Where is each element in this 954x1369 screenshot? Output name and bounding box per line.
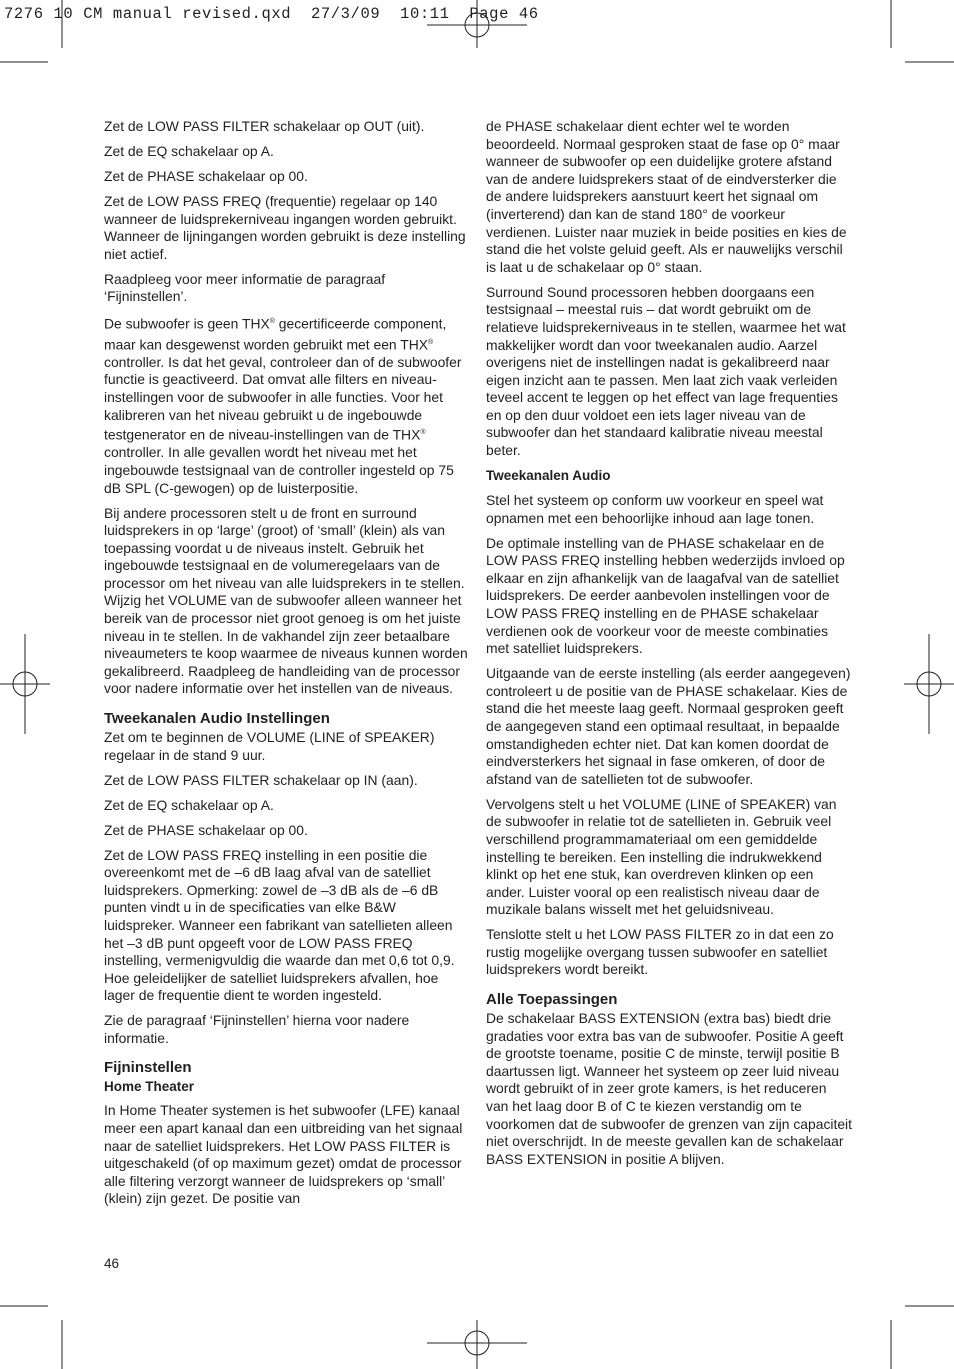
paragraph: Vervolgens stelt u het VOLUME (LINE of SPEAKER) van de subwoofer in relatie tot de satellieten in. Gebruik veel verschillend programmamateriaal om een gemiddelde instelling te bereiken. Een instelling die indrukwekkend klinkt op het ene stuk, kan overdreven klinken op een ander. Luister vooral op een realistisch niveau daar de muzikale balans wisselt met het geluidsniveau. xyxy=(486,795,837,918)
paragraph: Raadpleeg voor meer informatie de paragraaf ‘Fijninstellen’. xyxy=(104,270,386,305)
paragraph: Surround Sound processoren hebben doorgaans een testsignaal – meestal ruis – dat wordt gebruikt om de relatieve luidsprekerniveaus in te stellen, waarmee het wat makkelijker wordt dan voor tweekanalen audio. Aarzel overigens niet de instellingen nadat is gekalibreerd naar eigen inzicht aan te passen. Men laat zich vaak verleiden teveel accent te leggen op het effect van lage frequenties en op den duur voldoet een iets lager niveau van de subwoofer dan het standaard kalibratie niveau meestal beter. xyxy=(486,283,846,459)
paragraph: Zet de LOW PASS FREQ instelling in een positie die overeenkomt met de –6 dB laag afval van de satelliet luidsprekers. Opmerking: zowel de –3 dB als de –6 dB punten vindt u in de specificaties van elke B&W luidspreker. Wanneer een fabrikant van satellieten alleen het –3 dB punt opgeeft voor de LOW PASS FREQ instelling, vermenigvuldig die waarde dan met 0,6 tot 0,9. Hoe geleidelijker de satelliet luidsprekers afvallen, hoe lager de frequentie dient te worden ingesteld. xyxy=(104,846,455,1004)
registered-mark: ® xyxy=(428,338,434,346)
right-column xyxy=(486,118,852,1176)
registered-mark: ® xyxy=(269,318,275,326)
heading-all-applications: Alle Toepassingen xyxy=(486,991,618,1009)
paragraph: De schakelaar BASS EXTENSION (extra bas) biedt drie gradaties voor extra bas van de subwoofer. Positie A geeft de grootste toename, positie C de minste, terwijl positie B daartussen ligt. Wanneer het systeem op zeer luid niveau wordt gebruikt of in zeer grote kamers, is het reduceren van het laag door B of C te kiezen verstandig om te voorkomen dat de subwoofer de grenzen van zijn capaciteit niet overschrijdt. In de meeste gevallen kan de schakelaar BASS EXTENSION in positie A blijven. xyxy=(486,1010,853,1167)
paragraph: Uitgaande van de eerste instelling (als eerder aangegeven) controleert u de positie van de PHASE schakelaar. Kies de stand die het meeste laag geeft. Normaal gesproken geeft de aangegeven stand een optimaal resultaat, in bepaalde omstandigheden echter niet. Dat kan komen doordat de eindversterkers het signaal in fase omkeren, of door de afstand van de satellieten tot de subwoofer. xyxy=(486,665,851,787)
subheading-home-theater: Home Theater xyxy=(104,1079,195,1095)
heading-stereo-settings: Tweekanalen Audio Instellingen xyxy=(104,710,330,728)
registration-mark-top xyxy=(427,0,527,48)
registration-mark-left xyxy=(0,634,50,734)
page-number: 46 xyxy=(104,1256,120,1271)
paragraph: Zet de EQ schakelaar op A. xyxy=(104,142,274,159)
paragraph: Tenslotte stelt u het LOW PASS FILTER zo in dat een zo rustig mogelijke overgang tussen subwoofer en satelliet luidsprekers wordt bereikt. xyxy=(486,926,834,978)
print-slug: 7276 10 CM manual revised.qxd 27/3/09 10:11 Page 46 xyxy=(4,5,539,23)
registration-mark-bottom xyxy=(427,1320,527,1369)
heading-fine-tuning: Fijninstellen xyxy=(104,1059,192,1077)
paragraph: Zet de PHASE schakelaar op 00. xyxy=(104,167,308,184)
registered-mark: ® xyxy=(420,429,426,437)
paragraph: De optimale instelling van de PHASE schakelaar en de LOW PASS FREQ instelling hebben wederzijds invloed op elkaar en zijn afhankelijk van de laagafval van de satelliet luidsprekers. De eerder aanbevolen instellingen voor de LOW PASS FREQ instelling en de PHASE schakelaar verdienen ook de voorkeur voor de meeste combinaties met satelliet luidsprekers. xyxy=(486,534,845,657)
paragraph: Stel het systeem op conform uw voorkeur en speel wat opnamen met een behoorlijke inhoud aan lage tonen. xyxy=(486,492,824,526)
paragraph: Zet de PHASE schakelaar op 00. xyxy=(104,821,308,838)
left-column xyxy=(104,118,470,1215)
paragraph: Zet de EQ schakelaar op A. xyxy=(104,796,274,813)
paragraph: Zet de LOW PASS FILTER schakelaar op OUT (uit). xyxy=(104,118,425,134)
paragraph: Bij andere processoren stelt u de front en surround luidsprekers in op ‘large’ (groot) of ‘small’ (klein) als van toepassing voordat u de niveaus instelt. Gebruik het ingebouwde testsignaal en de volumeregelaars van de processor om het niveau van alle luidsprekers in te stellen. Wijzig het VOLUME van de subwoofer alleen wanneer het bereik van de processor niet groot genoeg is om het juiste niveau in te stellen. In de vakhandel zijn zeer betaalbare niveaumeters te koop waarmee de niveaus kunnen worden gekalibreerd. Raadpleeg de handleiding van de processor voor nadere informatie over het instellen van de niveaus. xyxy=(104,504,468,697)
paragraph: Zet de LOW PASS FREQ (frequentie) regelaar op 140 wanneer de luidsprekerniveau ingangen worden gebruikt. Wanneer de lijningangen worden gebruikt is deze instelling niet actief. xyxy=(104,192,466,262)
registration-mark-right xyxy=(904,634,954,734)
paragraph: Zie de paragraaf ‘Fijninstellen’ hierna voor nadere informatie. xyxy=(104,1012,410,1046)
paragraph: de PHASE schakelaar dient echter wel te worden beoordeeld. Normaal gesproken staat de fase op 0° maar wanneer de subwoofer op een duidelijke grotere afstand van de andere luidsprekers staat of de eindversterker die de andere luidsprekers aanstuurt keert het signaal om (inverterend) dan kan de stand 180° de voorkeur verdienen. Luister naar muziek in beide posities en kies de stand die het volste geluid geeft. Als er nauwelijks verschil is laat u de schakelaar op 0° staan. xyxy=(486,118,847,275)
thx-paragraph: De subwoofer is geen THX® gecertificeerde component, maar kan desgewenst worden gebruikt met een THX® controller. Is dat het geval, controleer dan of de subwoofer functie is geactiveerd. Dat omvat alle filters en niveau-instellingen voor de subwoofer in alle functies. Voor het kalibreren van het niveau gebruikt u de ingebouwde testgenerator en de niveau-instellingen van de THX® controller. In alle gevallen wordt het niveau met het ingebouwde testsignaal van de controller ingesteld op 75 dB SPL (C-gewogen) op de luisterpositie. xyxy=(104,315,462,496)
paragraph: Zet om te beginnen de VOLUME (LINE of SPEAKER) regelaar in de stand 9 uur. xyxy=(104,729,435,763)
paragraph: Zet de LOW PASS FILTER schakelaar op IN (aan). xyxy=(104,771,418,788)
paragraph: In Home Theater systemen is het subwoofer (LFE) kanaal meer een apart kanaal dan een uitbreiding van het signaal naar de satelliet luidsprekers. Het LOW PASS FILTER is uitgeschakeld (of op maximum gezet) omdat de processor alle filtering verzorgt wanneer de luidsprekers op ‘small’ (klein) zijn gezet. De positie van xyxy=(104,1102,463,1207)
subheading-two-channel-audio: Tweekanalen Audio xyxy=(486,468,611,484)
